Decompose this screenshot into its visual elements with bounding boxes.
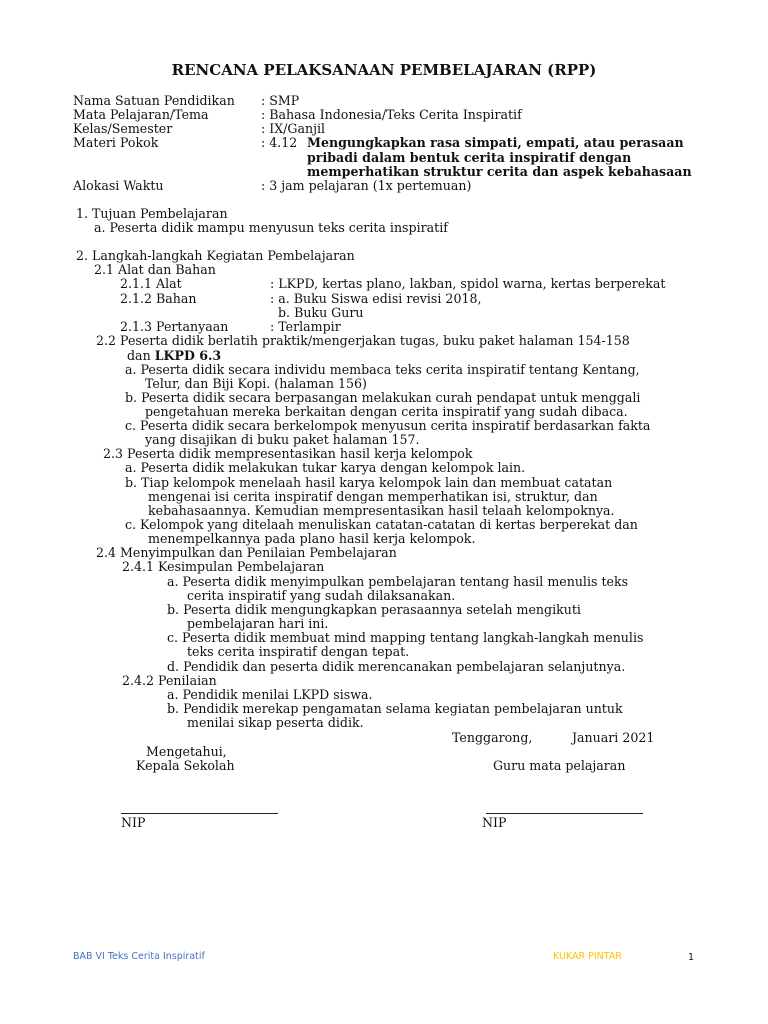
list-item: mengenai isi cerita inspiratif dengan memperhatikan isi, struktur, dan [148, 489, 598, 504]
class-label: Kelas/Semester [73, 121, 173, 136]
list-item: pembelajaran hari ini. [187, 616, 329, 631]
materi-text: Mengungkapkan rasa simpati, empati, atau perasaan [307, 135, 684, 150]
materi-text: pribadi dalam bentuk cerita inspiratif dengan [307, 150, 632, 165]
section-1-heading: 1. Tujuan Pembelajaran [76, 206, 228, 221]
sign-date: Januari 2021 [572, 730, 655, 745]
list-item: menempelkannya pada plano hasil kerja kelompok. [148, 531, 476, 546]
sign-place: Tenggarong, [452, 730, 533, 745]
list-item: kebahasaannya. Kemudian mempresentasikan hasil telaah kelompoknya. [148, 503, 615, 518]
alat-value: : LKPD, kertas plano, lakban, spidol warna, kertas berperekat [270, 276, 666, 291]
alat-label: 2.1.1 Alat [120, 276, 182, 291]
subject-label: Mata Pelajaran/Tema [73, 107, 209, 122]
list-item: yang disajikan di buku paket halaman 157. [145, 432, 420, 447]
subsection-heading: 2.4.1 Kesimpulan Pembelajaran [122, 559, 325, 574]
subject-value: : Bahasa Indonesia/Teks Cerita Inspiratif [261, 107, 522, 122]
signature-line-right [486, 813, 643, 814]
list-item: c. Peserta didik secara berkelompok menyusun cerita inspiratif berdasarkan fakta [125, 418, 651, 433]
time-value: : 3 jam pelajaran (1x pertemuan) [261, 178, 472, 193]
bahan-label: 2.1.2 Bahan [120, 291, 197, 306]
subsection-heading: 2.4.2 Penilaian [122, 673, 217, 688]
materi-number: : 4.12 [261, 135, 298, 150]
list-item: b. Peserta didik mengungkapkan perasaannya setelah mengikuti [167, 602, 581, 617]
list-item: c. Peserta didik membuat mind mapping tentang langkah-langkah menulis [167, 630, 644, 645]
footer-chapter: BAB VI Teks Cerita Inspiratif [73, 951, 205, 962]
subsection-heading: 2.2 Peserta didik berlatih praktik/mengerjakan tugas, buku paket halaman 154-158 [96, 333, 630, 348]
list-item: b. Pendidik merekap pengamatan selama kegiatan pembelajaran untuk [167, 701, 623, 716]
school-value: : SMP [261, 93, 300, 108]
mengetahui-text: Mengetahui, [146, 744, 227, 759]
page-title: RENCANA PELAKSANAAN PEMBELAJARAN (RPP) [171, 61, 597, 79]
list-item: a. Peserta didik mampu menyusun teks cerita inspiratif [94, 220, 448, 235]
list-item: cerita inspiratif yang sudah dilaksanakan. [187, 588, 456, 603]
nip-left: NIP [121, 815, 146, 830]
section-2-heading: 2. Langkah-langkah Kegiatan Pembelajaran [76, 248, 355, 263]
guru-label: Guru mata pelajaran [493, 758, 626, 773]
materi-label: Materi Pokok [73, 135, 159, 150]
page-number: 1 [688, 952, 695, 963]
class-value: : IX/Ganjil [261, 121, 326, 136]
signature-line-left [121, 813, 278, 814]
list-item: a. Peserta didik melakukan tukar karya dengan kelompok lain. [125, 460, 526, 475]
list-item: b. Peserta didik secara berpasangan melakukan curah pendapat untuk menggali [125, 390, 641, 405]
pertanyaan-value: : Terlampir [270, 319, 341, 334]
footer-brand: KUKAR PINTAR [553, 951, 622, 962]
bahan-value: b. Buku Guru [278, 305, 364, 320]
list-item: b. Tiap kelompok menelaah hasil karya kelompok lain dan membuat catatan [125, 475, 613, 490]
list-item: a. Pendidik menilai LKPD siswa. [167, 687, 373, 702]
kepala-sekolah-label: Kepala Sekolah [136, 758, 235, 773]
dan-text: dan [127, 348, 155, 363]
bahan-value: : a. Buku Siswa edisi revisi 2018, [270, 291, 482, 306]
list-item: pengetahuan mereka berkaitan dengan cerita inspiratif yang sudah dibaca. [145, 404, 628, 419]
list-item: a. Peserta didik menyimpulkan pembelajaran tentang hasil menulis teks [167, 574, 629, 589]
list-item: menilai sikap peserta didik. [187, 715, 364, 730]
nip-right: NIP [482, 815, 507, 830]
lkpd-label: LKPD 6.3 [154, 348, 222, 363]
school-label: Nama Satuan Pendidikan [73, 93, 235, 108]
list-item: a. Peserta didik secara individu membaca teks cerita inspiratif tentang Kentang, [125, 362, 640, 377]
list-item: d. Pendidik dan peserta didik merencanakan pembelajaran selanjutnya. [167, 659, 626, 674]
subsection-heading: 2.1 Alat dan Bahan [94, 262, 216, 277]
list-item: teks cerita inspiratif dengan tepat. [187, 644, 410, 659]
pertanyaan-label: 2.1.3 Pertanyaan [120, 319, 229, 334]
time-label: Alokasi Waktu [73, 178, 164, 193]
subsection-heading: 2.3 Peserta didik mempresentasikan hasil kerja kelompok [103, 446, 473, 461]
list-item: Telur, dan Biji Kopi. (halaman 156) [145, 376, 367, 391]
list-item: c. Kelompok yang ditelaah menuliskan catatan-catatan di kertas berperekat dan [125, 517, 638, 532]
materi-text: memperhatikan struktur cerita dan aspek kebahasaan [307, 164, 692, 179]
subsection-heading: 2.4 Menyimpulkan dan Penilaian Pembelajaran [96, 545, 397, 560]
